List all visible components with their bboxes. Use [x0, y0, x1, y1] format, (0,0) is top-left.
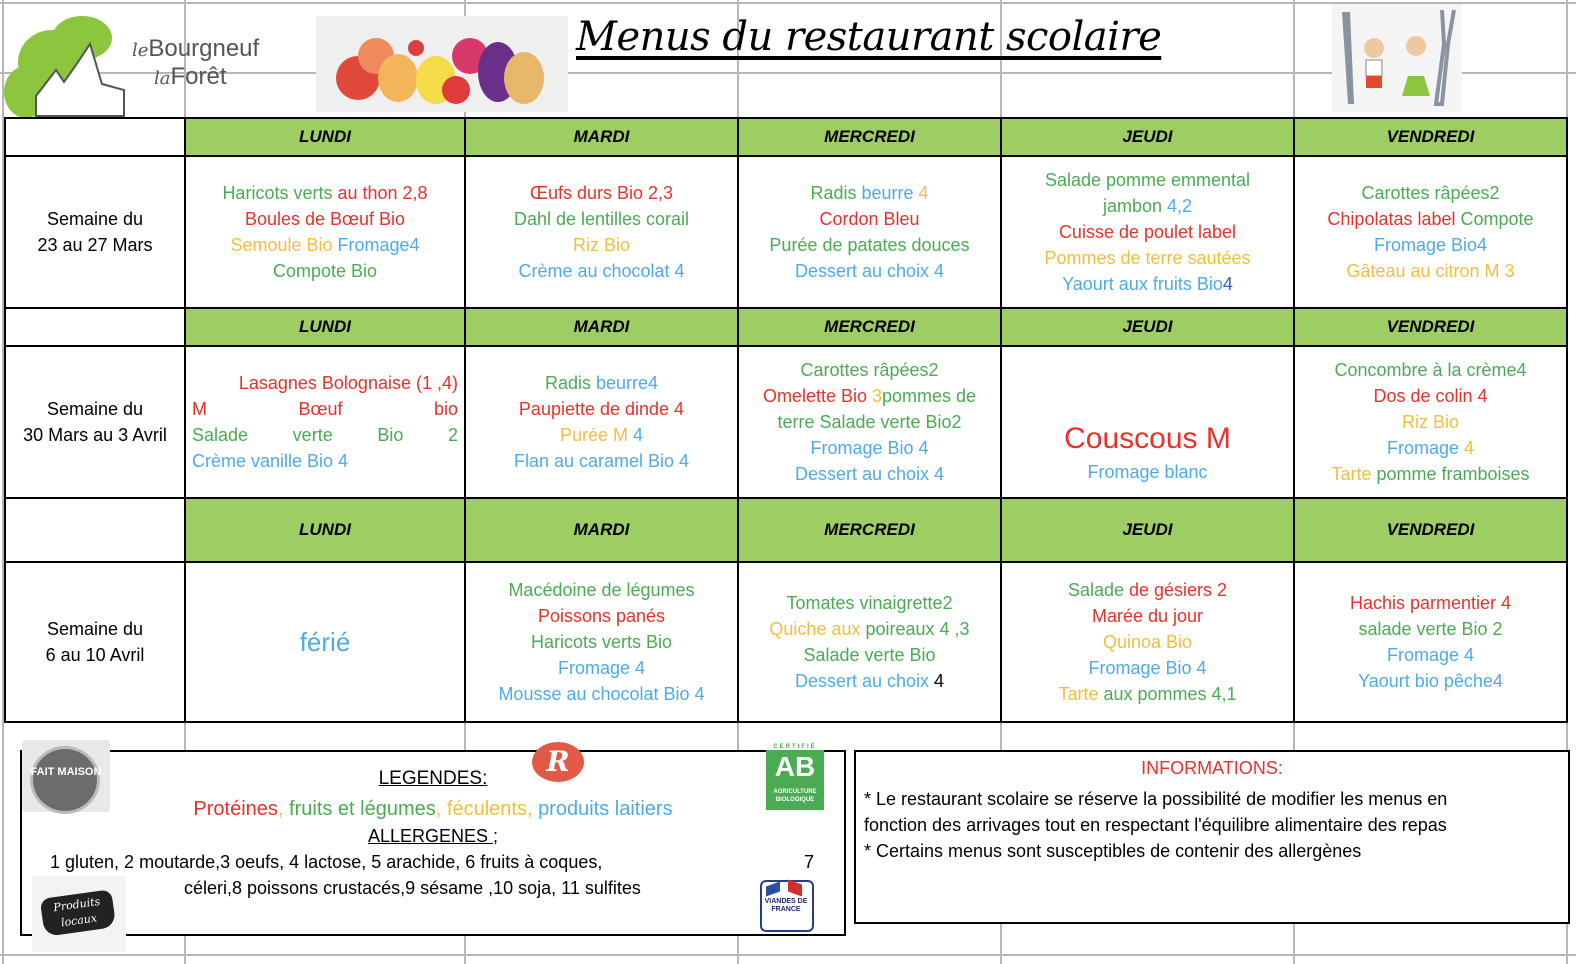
- menu-item-text: Salade verte Bio 2: [192, 425, 458, 445]
- menu-item-text: Flan au caramel Bio 4: [513, 451, 690, 471]
- legend-category: Protéines: [193, 798, 278, 820]
- menu-item: [1295, 206, 1566, 232]
- menu-item: [739, 258, 1000, 284]
- menu-item: [1002, 167, 1293, 193]
- week-label-line-1: Semaine du: [46, 619, 144, 639]
- grid-line: [0, 954, 1576, 956]
- pot-icon: [30, 746, 100, 814]
- day-header-row: [5, 308, 1567, 346]
- menu-cell-mardi: [465, 346, 738, 498]
- menu-item-text: Salade pomme emmental: [1044, 170, 1251, 190]
- menu-item-text: aux pommes 4,1: [1103, 684, 1237, 704]
- menu-item: [1002, 655, 1293, 681]
- menu-item-text: Paupiette de dinde 4: [518, 399, 685, 419]
- menu-item: [466, 396, 737, 422]
- page-title: Menus du restaurant scolaire: [576, 14, 1162, 60]
- week-label: [5, 156, 185, 308]
- menu-item-text: beurre4: [595, 373, 659, 393]
- allergens-seven: 7: [804, 852, 815, 872]
- day-header-mardi: MARDI: [465, 118, 738, 156]
- menu-item: [1002, 577, 1293, 603]
- menu-item: [739, 180, 1000, 206]
- menu-item-text: Salade verte Bio: [803, 645, 936, 665]
- menu-cell-mercredi: [738, 346, 1001, 498]
- produits-locaux-badge: [32, 876, 126, 952]
- menu-item-text: Tarte: [1058, 684, 1104, 704]
- week-label: [5, 562, 185, 722]
- menu-item: [739, 461, 1000, 487]
- menu-item: [1002, 603, 1293, 629]
- menu-item-text: Mousse au chocolat Bio 4: [498, 684, 705, 704]
- day-header-lundi: LUNDI: [185, 498, 465, 562]
- menu-cell-vendredi: [1294, 562, 1567, 722]
- menu-item: [1002, 681, 1293, 707]
- menu-item: [466, 629, 737, 655]
- menu-item: [1295, 409, 1566, 435]
- menu-item: [1002, 629, 1293, 655]
- menu-item-text: Purée M: [559, 425, 633, 445]
- legend-title: LEGENDES:: [378, 768, 488, 789]
- menu-item-text: Hachis parmentier 4: [1349, 593, 1512, 613]
- menu-cell-mardi: [465, 156, 738, 308]
- vegetables-illustration: [316, 16, 568, 112]
- menu-item-text: 4: [934, 671, 945, 691]
- menu-item: [186, 396, 464, 422]
- agriculture-biologique-badge: [766, 744, 824, 810]
- menu-item: [1295, 180, 1566, 206]
- allergens-line-2: céleri,8 poissons crustacés,9 sésame ,10 soja, 11 sulfites: [184, 878, 641, 898]
- menu-item: [186, 180, 464, 206]
- fait-maison-badge: [22, 740, 110, 812]
- menu-item-text: Fromage Bio4: [1373, 235, 1488, 255]
- label-rouge-badge: [532, 738, 584, 784]
- menu-item-text: Carottes râpées2: [1361, 183, 1500, 203]
- menu-cell-jeudi: [1001, 346, 1294, 498]
- menu-item: [1002, 193, 1293, 219]
- menu-item: [466, 258, 737, 284]
- menu-item-text: Radis: [810, 183, 862, 203]
- menu-item: [1295, 383, 1566, 409]
- menu-item-text: Haricots verts: [222, 183, 338, 203]
- week-label-line-1: Semaine du: [46, 209, 144, 229]
- logo-prefix: le: [132, 40, 149, 61]
- menu-item-text: Omelette Bio: [762, 386, 872, 406]
- allergens-line-1: 1 gluten, 2 moutarde,3 oeufs, 4 lactose, 5 arachide, 6 fruits à coques,: [50, 852, 603, 872]
- menu-item-text: Compote: [1460, 209, 1534, 229]
- menu-item: [466, 603, 737, 629]
- menu-item-text: 4: [633, 425, 644, 445]
- menu-cell-mercredi: [738, 562, 1001, 722]
- menu-item-text: Marée du jour: [1091, 606, 1204, 626]
- menu-item-text: 3: [871, 386, 882, 406]
- menu-item-text: de gésiers 2: [1129, 580, 1228, 600]
- menu-item-text: 4: [1464, 438, 1475, 458]
- menu-item: [1295, 461, 1566, 487]
- menu-item: [1295, 668, 1566, 694]
- menu-item: [466, 655, 737, 681]
- menu-item-text: Quinoa Bio: [1102, 632, 1193, 652]
- logo-line1: Bourgneuf: [148, 35, 260, 62]
- day-header-lundi: LUNDI: [185, 308, 465, 346]
- information-box: [854, 750, 1570, 924]
- menu-item-text: Salade: [1067, 580, 1129, 600]
- menu-item: [1295, 435, 1566, 461]
- kids-cutlery-illustration: [1332, 4, 1462, 112]
- menu-item: [1002, 271, 1293, 297]
- menu-item-text: Lasagnes Bolognaise (1 ,4): [238, 373, 458, 393]
- legend-category: ,: [435, 798, 447, 820]
- menu-item: [739, 590, 1000, 616]
- week-label-line-2: 30 Mars au 3 Avril: [23, 425, 167, 445]
- ab-logo-icon: AB: [774, 751, 816, 782]
- menu-item-text: Yaourt bio pêche4: [1358, 671, 1503, 691]
- menu-item-text: Riz Bio: [572, 235, 630, 255]
- menu-item: [739, 616, 1000, 642]
- menu-item-text: Dahl de lentilles corail: [513, 209, 690, 229]
- logo-line2: Forêt: [170, 63, 227, 90]
- ab-bottom-label: AGRICULTURE BIOLOGIQUE: [766, 788, 824, 804]
- menu-item-text: Dessert au choix 4: [794, 261, 945, 281]
- menu-item-text: Fromage 4: [1386, 645, 1475, 665]
- menu-item-text: M Bœuf bio: [192, 399, 458, 419]
- menu-cell-mardi: [465, 562, 738, 722]
- town-logo: [4, 12, 304, 118]
- menu-item: [1295, 616, 1566, 642]
- menu-item-text: au thon 2,8: [337, 183, 428, 203]
- menu-item: [466, 681, 737, 707]
- menu-item-text: Fromage4: [337, 235, 420, 255]
- menu-item-text: Compote Bio: [272, 261, 378, 281]
- menu-item-text: Cordon Bleu: [819, 209, 920, 229]
- menu-item-text: férié: [299, 627, 351, 657]
- week-row: [5, 346, 1567, 498]
- day-header-jeudi: JEUDI: [1001, 308, 1294, 346]
- menu-item-text: Semoule Bio: [230, 235, 338, 255]
- day-header-jeudi: JEUDI: [1001, 118, 1294, 156]
- menu-item-text: Carottes râpées2: [800, 360, 939, 380]
- menu-item-text: Boules de Bœuf Bio: [244, 209, 406, 229]
- menu-item-text: poireaux 4 ,3: [865, 619, 970, 639]
- information-title: INFORMATIONS:: [1141, 758, 1283, 778]
- menu-item-text: Dessert au choix: [794, 671, 935, 691]
- menu-item-text: 4: [918, 183, 929, 203]
- day-header-vendredi: VENDREDI: [1294, 118, 1567, 156]
- town-name: [132, 36, 259, 92]
- menu-item-text: 4: [1222, 274, 1233, 294]
- menu-item-text: Pommes de terre sautées: [1044, 248, 1251, 268]
- menu-item: [1002, 419, 1293, 459]
- menu-item-text: Fromage Bio 4: [810, 438, 929, 458]
- week-row: [5, 156, 1567, 308]
- week-label: [5, 346, 185, 498]
- allergens-title: ALLERGENES ;: [367, 826, 499, 846]
- menu-item: [1295, 232, 1566, 258]
- menu-item-text: Concombre à la crème4: [1334, 360, 1527, 380]
- menu-cell-jeudi: [1001, 562, 1294, 722]
- day-header-jeudi: JEUDI: [1001, 498, 1294, 562]
- menu-table: [4, 117, 1568, 723]
- menu-cell-lundi: [185, 156, 465, 308]
- menu-item: [466, 206, 737, 232]
- menu-item-text: Riz Bio: [1401, 412, 1459, 432]
- menu-item: [739, 409, 1000, 435]
- menu-item-text: Crème vanille Bio 4: [192, 451, 349, 471]
- legend-categories: [22, 798, 844, 821]
- menu-item: [1002, 245, 1293, 271]
- menu-cell-lundi: [185, 562, 465, 722]
- menu-item: [466, 448, 737, 474]
- legend-category: ,: [277, 798, 290, 820]
- logo-prefix2: la: [154, 68, 171, 89]
- menu-item: [739, 206, 1000, 232]
- menu-cell-vendredi: [1294, 346, 1567, 498]
- menu-item: [186, 370, 464, 396]
- menu-item-text: Purée de patates douces: [769, 235, 970, 255]
- day-header-mercredi: MERCREDI: [738, 498, 1001, 562]
- menu-item-text: Haricots verts Bio: [530, 632, 673, 652]
- menu-item: [1295, 357, 1566, 383]
- town-logo-icon: [4, 12, 134, 118]
- week-label-line-2: 6 au 10 Avril: [45, 645, 145, 665]
- menu-item: [739, 668, 1000, 694]
- menu-item-text: Poissons panés: [537, 606, 666, 626]
- menu-item-text: Fromage 4: [557, 658, 646, 678]
- fait-maison-label: FAIT MAISON: [30, 766, 102, 778]
- information-line-1: * Le restaurant scolaire se réserve la possibilité de modifier les menus en: [864, 789, 1448, 809]
- menu-item-text: salade verte Bio 2: [1358, 619, 1503, 639]
- day-header-mardi: MARDI: [465, 308, 738, 346]
- day-header-vendredi: VENDREDI: [1294, 308, 1567, 346]
- menu-item-text: pommes de: [882, 386, 977, 406]
- menu-item-text: Œufs durs Bio 2,3: [529, 183, 674, 203]
- menu-item: [1002, 219, 1293, 245]
- day-header-vendredi: VENDREDI: [1294, 498, 1567, 562]
- menu-item-text: Fromage: [1386, 438, 1464, 458]
- label-rouge-letter: R: [546, 745, 570, 778]
- menu-item: [1295, 590, 1566, 616]
- menu-item-text: Chipolatas label: [1327, 209, 1461, 229]
- menu-item: [1295, 258, 1566, 284]
- day-header-lundi: LUNDI: [185, 118, 465, 156]
- legend-category: fruits et légumes: [289, 798, 436, 820]
- menu-item-text: Crème au chocolat 4: [518, 261, 685, 281]
- legend-category: féculents,: [446, 798, 539, 820]
- information-line-2: fonction des arrivages tout en respectant l'équilibre alimentaire des repas: [864, 815, 1447, 835]
- menu-item: [739, 357, 1000, 383]
- menu-item-text: terre Salade verte Bio2: [777, 412, 962, 432]
- viandes-de-france-badge: [756, 876, 816, 932]
- menu-item-text: pomme framboises: [1376, 464, 1530, 484]
- menu-item: [739, 435, 1000, 461]
- blank-header-cell: [5, 118, 185, 156]
- viandes-label: VIANDES DE FRANCE: [764, 898, 808, 913]
- menu-item-text: Tarte: [1331, 464, 1377, 484]
- menu-cell-vendredi: [1294, 156, 1567, 308]
- menu-item-text: jambon: [1102, 196, 1167, 216]
- week-label-line-1: Semaine du: [46, 399, 144, 419]
- menu-item: [186, 448, 464, 474]
- menu-item: [186, 206, 464, 232]
- menu-cell-lundi: [185, 346, 465, 498]
- day-header-mercredi: MERCREDI: [738, 118, 1001, 156]
- legend-box: [20, 750, 846, 936]
- menu-item: [739, 642, 1000, 668]
- menu-item-text: Couscous M: [1064, 422, 1231, 455]
- information-line-3: * Certains menus sont susceptibles de contenir des allergènes: [864, 841, 1362, 861]
- menu-item: [186, 232, 464, 258]
- menu-item-text: Cuisse de poulet label: [1058, 222, 1237, 242]
- ab-top-label: CERTIFIÉ: [766, 744, 824, 750]
- menu-item-text: Fromage Bio 4: [1088, 658, 1207, 678]
- legend-category: produits laitiers: [538, 798, 673, 820]
- day-header-mardi: MARDI: [465, 498, 738, 562]
- menu-item-text: Dessert au choix 4: [794, 464, 945, 484]
- blank-header-cell: [5, 498, 185, 562]
- menu-item-text: 4,2: [1167, 196, 1193, 216]
- week-row: [5, 562, 1567, 722]
- day-header-row: [5, 118, 1567, 156]
- menu-item-text: Gâteau au citron M 3: [1346, 261, 1515, 281]
- menu-item: [466, 232, 737, 258]
- blank-header-cell: [5, 308, 185, 346]
- menu-item: [466, 422, 737, 448]
- menu-item-text: Yaourt aux fruits Bio: [1062, 274, 1223, 294]
- menu-item-text: Quiche aux: [769, 619, 866, 639]
- menu-item: [1002, 459, 1293, 485]
- menu-item: [186, 422, 464, 448]
- menu-item-text: Tomates vinaigrette2: [786, 593, 953, 613]
- menu-item: [739, 232, 1000, 258]
- menu-item-text: Macédoine de légumes: [508, 580, 695, 600]
- menu-cell-mercredi: [738, 156, 1001, 308]
- produits-locaux-sign-icon: Produits locaux: [40, 889, 117, 937]
- menu-item: [1295, 642, 1566, 668]
- menu-item: [739, 383, 1000, 409]
- menu-item-text: Dos de colin 4: [1373, 386, 1488, 406]
- menu-item-text: Radis: [544, 373, 596, 393]
- menu-item: [466, 370, 737, 396]
- menu-cell-jeudi: [1001, 156, 1294, 308]
- week-label-line-2: 23 au 27 Mars: [37, 235, 153, 255]
- menu-item: [466, 577, 737, 603]
- day-header-mercredi: MERCREDI: [738, 308, 1001, 346]
- menu-item: [186, 629, 464, 655]
- menu-item: [466, 180, 737, 206]
- day-header-row: [5, 498, 1567, 562]
- menu-item-text: Fromage blanc: [1087, 462, 1208, 482]
- menu-item-text: beurre: [861, 183, 919, 203]
- menu-item: [186, 258, 464, 284]
